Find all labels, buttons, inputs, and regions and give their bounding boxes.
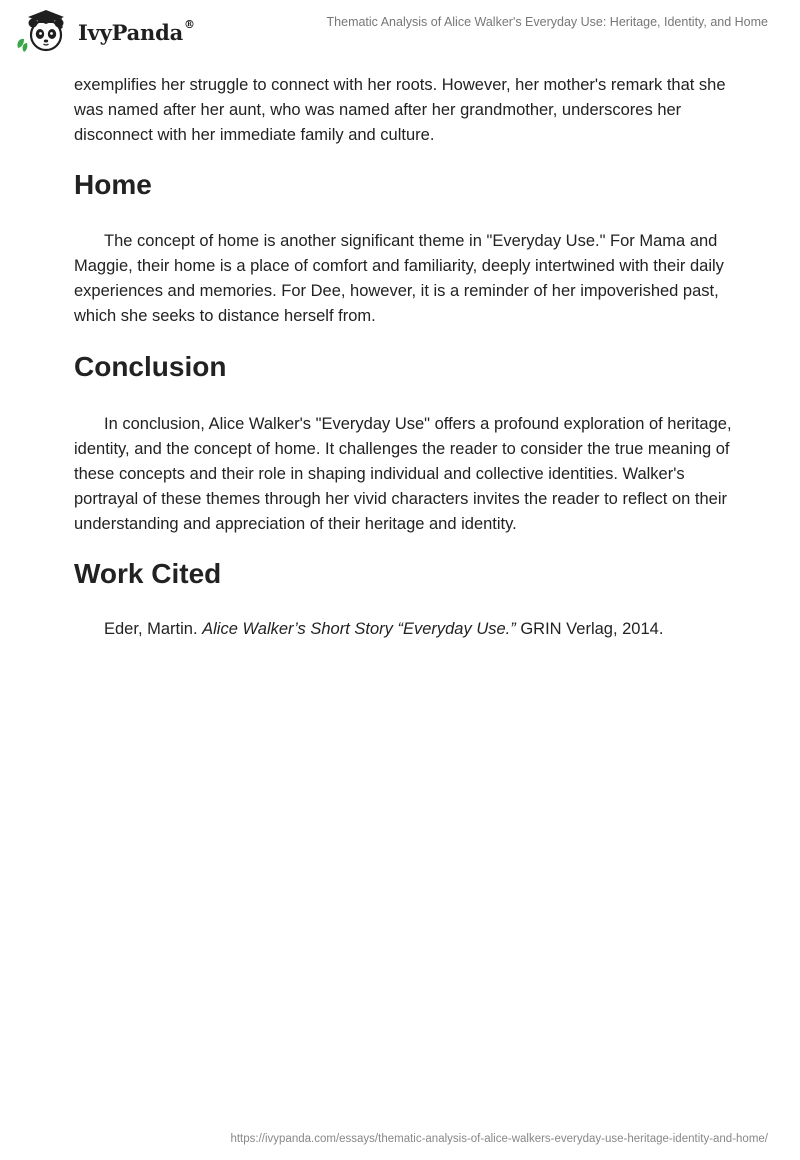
source-url[interactable]: https://ivypanda.com/essays/thematic-analysis-of-alice-walkers-everyday-use-heritage-identity-and-home/	[230, 1133, 768, 1145]
ivypanda-logo[interactable]	[14, 8, 195, 54]
document-title: Thematic Analysis of Alice Walker's Everyday Use: Heritage, Identity, and Home	[326, 15, 768, 29]
citation-entry	[74, 617, 734, 642]
section-heading-work-cited: Work Cited	[74, 558, 222, 589]
citation-author: Eder, Martin.	[104, 620, 198, 638]
essay-content	[74, 73, 734, 642]
brand-name: IvyPanda®	[78, 17, 195, 45]
section-heading-conclusion: Conclusion	[74, 351, 227, 382]
intro-paragraph: exemplifies her struggle to connect with her roots. However, her mother's remark that she was named after her aunt, who was named after her grandmother, underscores her disconnect with her immediate family and culture.	[74, 76, 726, 144]
conclusion-paragraph: In conclusion, Alice Walker's "Everyday Use" offers a profound exploration of heritage, identity, and the concept of home. It challenges the reader to consider the true meaning of these concepts and their role in shaping individual and collective identities. Walker's portrayal of these themes through her vivid characters invites the reader to reflect on their understanding and appreciation of their heritage and identity.	[74, 415, 732, 533]
citation-publisher: GRIN Verlag, 2014.	[520, 620, 664, 638]
page-header	[0, 0, 800, 62]
section-heading-home: Home	[74, 169, 152, 200]
home-paragraph: The concept of home is another significant theme in "Everyday Use." For Mama and Maggie, their home is a place of comfort and familiarity, deeply intertwined with their daily experiences and memories. For Dee, however, it is a reminder of her impoverished past, which she seeks to distance herself from.	[74, 232, 724, 325]
citation-title: Alice Walker’s Short Story “Everyday Use.”	[202, 620, 516, 638]
panda-graduate-icon	[14, 8, 72, 54]
